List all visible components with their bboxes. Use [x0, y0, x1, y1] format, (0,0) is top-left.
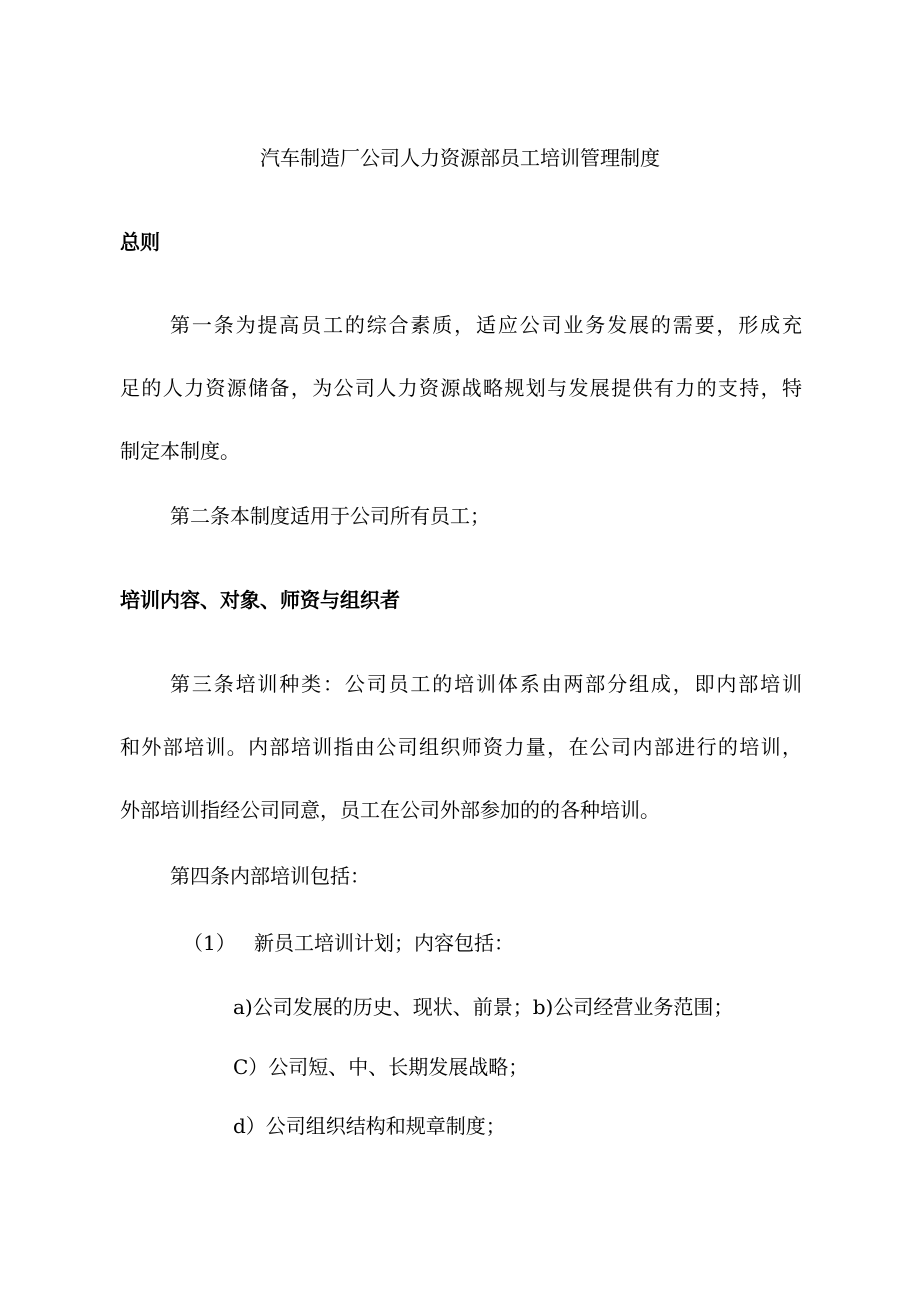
article-1-line-3: 制定本制度。 — [120, 439, 240, 463]
list-subitem: a)公司发展的历史、现状、前景；b)公司经营业务范围； — [233, 995, 734, 1019]
list-subitem: d）公司组织结构和规章制度； — [233, 1114, 506, 1138]
list-item-text: 新员工培训计划；内容包括： — [254, 931, 514, 955]
article-3-line-2: 和外部培训。内部培训指由公司组织师资力量，在公司内部进行的培训， — [120, 735, 802, 759]
paragraph-line — [120, 733, 802, 761]
article-3-line-1: 第三条培训种类：公司员工的培训体系由两部分组成，即内部培训 — [170, 672, 802, 696]
section-heading-general: 总则 — [120, 230, 160, 254]
article-1-line-1: 第一条为提高员工的综合素质，适应公司业务发展的需要，形成充 — [170, 313, 802, 337]
article-1-line-2: 足的人力资源储备，为公司人力资源战略规划与发展提供有力的支持，特 — [120, 376, 802, 400]
paragraph-line — [170, 670, 802, 698]
paragraph-line — [120, 374, 802, 402]
document-title: 汽车制造厂公司人力资源部员工培训管理制度 — [260, 146, 660, 170]
article-3-line-3: 外部培训指经公司同意，员工在公司外部参加的的各种培训。 — [120, 798, 660, 822]
section-heading-training-content: 培训内容、对象、师资与组织者 — [120, 588, 400, 612]
article-4-line-1: 第四条内部培训包括： — [170, 864, 370, 888]
paragraph-line — [170, 311, 802, 339]
list-item-label: （1） — [183, 931, 236, 955]
list-subitem: C）公司短、中、长期发展战略； — [233, 1055, 529, 1079]
article-2-line-1: 第二条本制度适用于公司所有员工； — [170, 504, 490, 528]
